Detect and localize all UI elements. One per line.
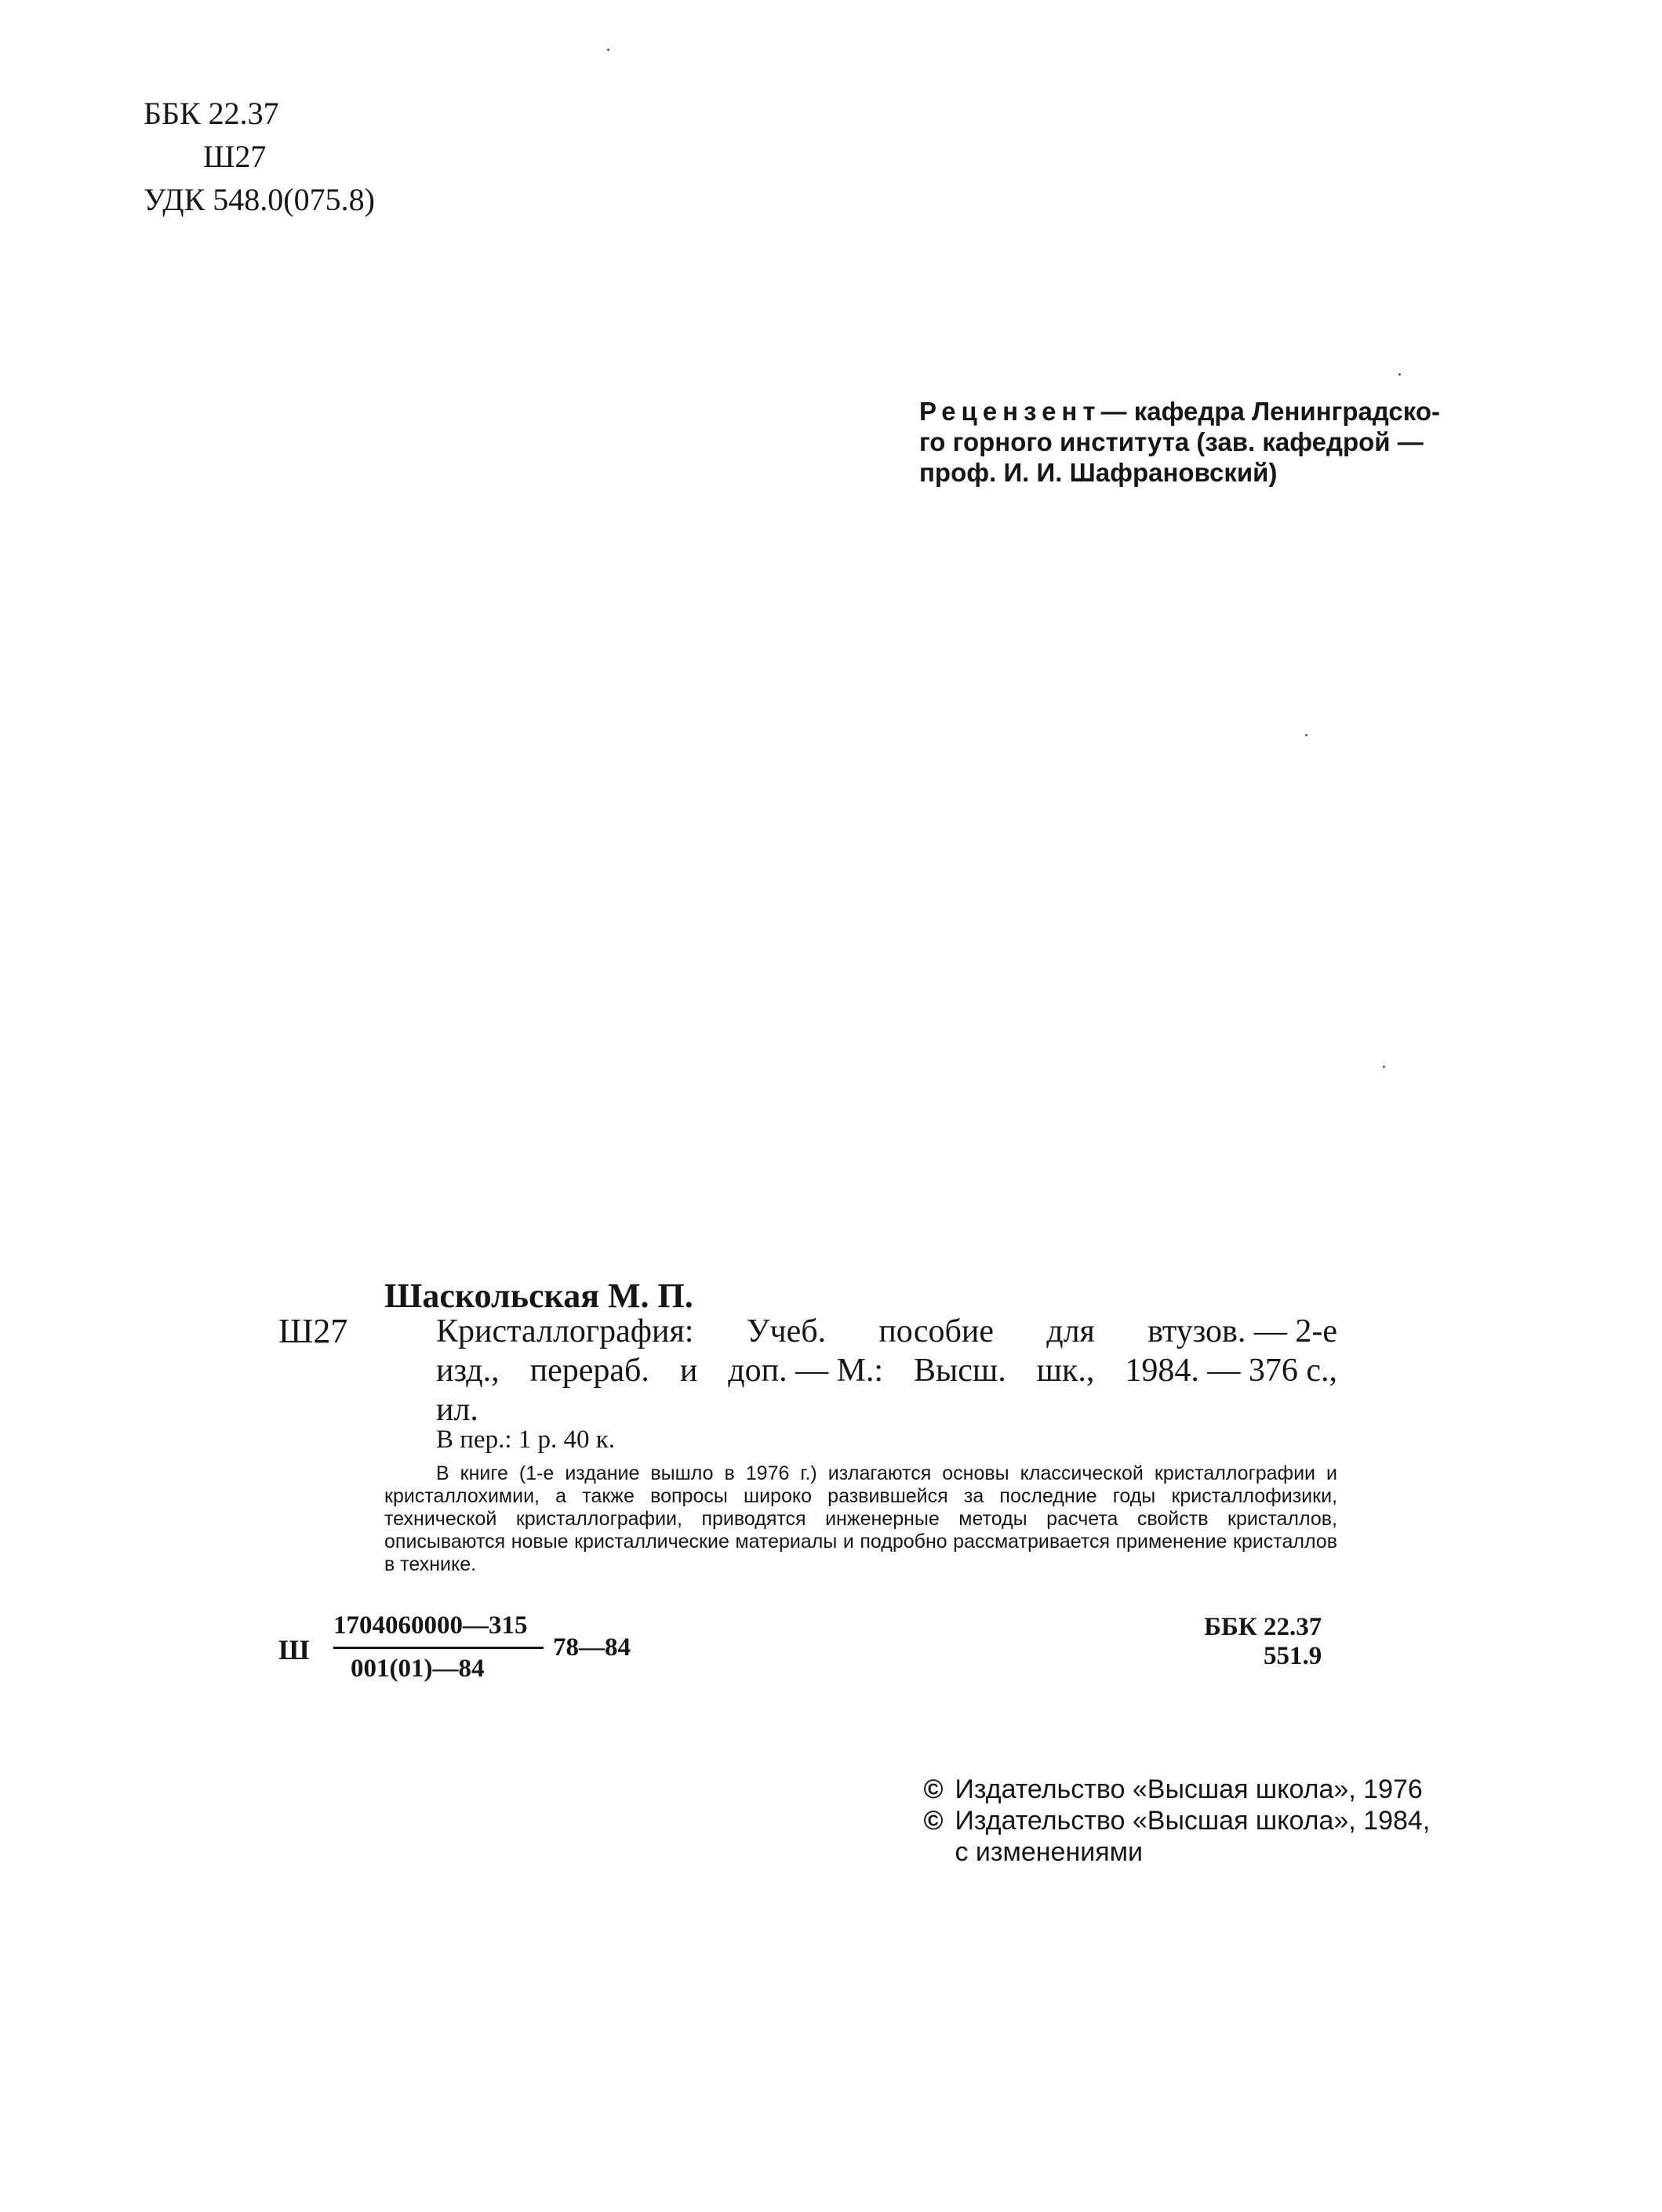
index-letter: Ш (278, 1634, 310, 1665)
scan-speck (1398, 373, 1401, 376)
bbk-right-code-2: 551.9 (1264, 1642, 1322, 1670)
title-word: шк., (1036, 1353, 1095, 1389)
copyright-icon: © (923, 1774, 944, 1804)
title-word: Высш. (914, 1353, 1006, 1389)
title-word: и (679, 1353, 698, 1389)
index-denominator: 001(01)—84 (351, 1654, 485, 1683)
annotation-text: В книге (1-е издание вышло в 1976 г.) излагаются основы классической кристаллографии и кристаллохимии, а также вопросы широко развившейся за последние годы кристаллофизики, технической кристаллографии, приводятся инженерные методы расчета свойств кристаллов, описываются новые кристаллические материалы и подробно рассматривается применение кристаллов в технике. (384, 1462, 1337, 1575)
book-author: Шаскольская М. П. (384, 1277, 693, 1315)
title-word: Кристаллография: (436, 1313, 694, 1349)
copyright-block (919, 1774, 1430, 1868)
copyright-icon: © (923, 1806, 944, 1836)
reviewer-line-1 (919, 396, 1440, 427)
index-tail: 78—84 (553, 1633, 631, 1662)
title-word: пособие (878, 1313, 994, 1349)
title-line-1 (436, 1312, 1337, 1351)
copyright-line-3 (919, 1836, 1430, 1868)
reviewer-text-1: — кафедра Ленинградско- (1100, 397, 1440, 426)
reviewer-block (919, 396, 1440, 488)
title-word: для (1046, 1313, 1095, 1349)
scan-speck (1383, 1066, 1385, 1068)
bbk-right-code: ББК 22.37 (1204, 1613, 1322, 1641)
title-word: доп. — М.: (728, 1353, 884, 1389)
scan-speck (1305, 734, 1307, 736)
scan-speck (607, 49, 609, 51)
reviewer-line-2: го горного института (зав. кафедрой — (919, 427, 1424, 456)
author-sign-code: Ш27 (203, 139, 267, 174)
reviewer-line-3: проф. И. И. Шафрановский) (919, 458, 1278, 487)
title-word: втузов. — 2-е (1147, 1313, 1337, 1349)
copyright-text-2: Издательство «Высшая школа», 1984, (955, 1806, 1431, 1836)
index-numerator: 1704060000—315 (333, 1611, 528, 1640)
copyright-text-1: Издательство «Высшая школа», 1976 (955, 1774, 1423, 1804)
book-title-block (436, 1312, 1337, 1429)
classification-block (144, 94, 375, 223)
copyright-line-2 (919, 1805, 1430, 1836)
copyright-line-1 (919, 1774, 1430, 1805)
book-price: В пер.: 1 р. 40 к. (436, 1426, 616, 1454)
title-word: перераб. (529, 1353, 649, 1389)
bbk-right-block (1204, 1613, 1322, 1671)
udk-code: УДК 548.0(075.8) (144, 182, 375, 217)
title-line-2 (436, 1351, 1337, 1390)
title-word: изд., (436, 1353, 500, 1389)
copyright-text-3: с изменениями (955, 1837, 1143, 1867)
title-word: 1984. — 376 с., (1125, 1353, 1337, 1389)
title-line-3: ил. (436, 1392, 478, 1428)
reviewer-label: Рецензент (919, 397, 1101, 426)
card-code: Ш27 (278, 1312, 348, 1350)
book-annotation (384, 1462, 1337, 1576)
fraction-line (333, 1647, 544, 1649)
bbk-code: ББК 22.37 (144, 96, 279, 131)
title-word: Учеб. (746, 1313, 827, 1349)
